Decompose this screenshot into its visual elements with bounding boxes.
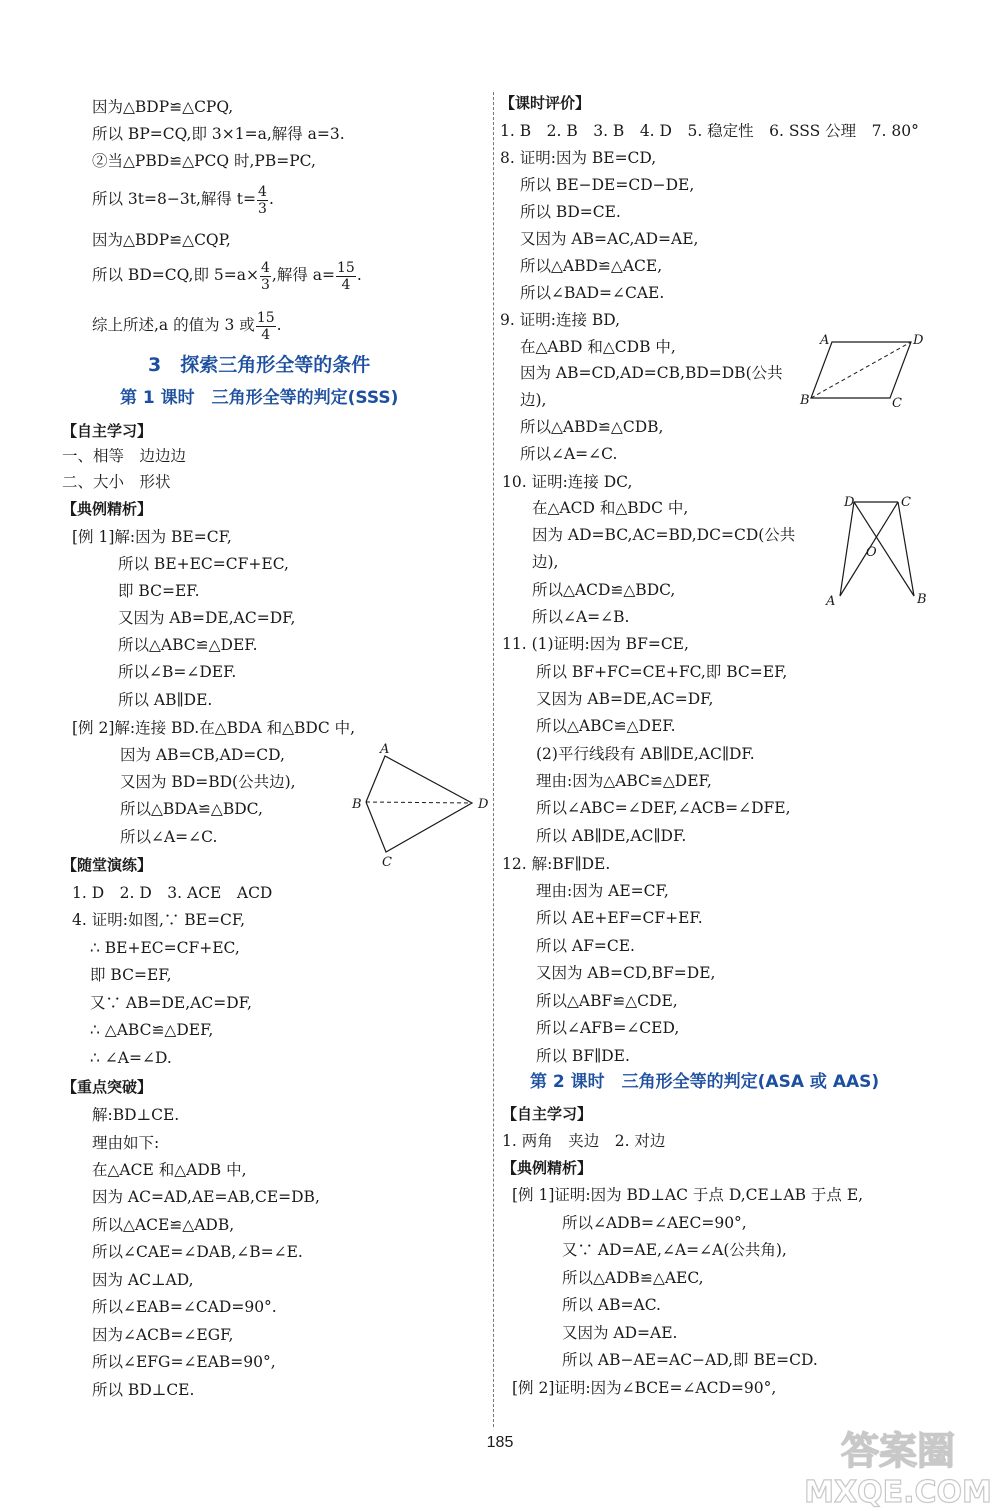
text-line: 又∵ AB=DE,AC=DF, [90,994,252,1012]
text-line: 边), [520,391,547,409]
text-line: 1. 两角 夹边 2. 对边 [502,1132,666,1150]
text-line: 1. B 2. B 3. B 4. D 5. 稳定性 6. SSS 公理 7. 80° [500,122,919,140]
text-line: 所以 BE−DE=CD−DE, [520,176,695,194]
text-line: 12. 解:BF∥DE. [502,855,611,873]
text-line: 所以 BF+FC=CE+FC,即 BC=EF, [536,663,788,681]
text-line: 所以△ADB≌△AEC, [562,1269,704,1287]
text-line: 所以 AB∥DE,AC∥DF. [536,827,687,845]
text-line: ∴ △ABC≌△DEF, [90,1021,214,1039]
text-line: 所以△ABC≌△DEF. [118,636,258,654]
text-line: 又因为 BD=BD(公共边), [120,773,296,791]
text-line: 所以△ABF≌△CDE, [536,992,678,1010]
text-line: 所以∠ADB=∠AEC=90°, [562,1214,747,1232]
text-line: 又因为 AB=DE,AC=DF, [536,690,714,708]
crossed-triangles-figure [818,490,938,612]
cross-label-c: C [901,495,911,510]
text-line: 8. 证明:因为 BE=CD, [500,149,657,167]
text-line: 在△ABD 和△CDB 中, [520,338,676,356]
text-line: 11. (1)证明:因为 BF=CE, [502,635,689,653]
text-line: 边), [532,553,559,571]
fraction-line-2: 所以 BD=CQ,即 5=a× $\frac{4}{3}$ ,解得 a= $\frac{15}{4}$ . [92,259,362,293]
text-line: 10. 证明:连接 DC, [502,473,633,491]
text-line: 在△ACD 和△BDC 中, [532,499,689,517]
heading-zizhu: 【自主学习】 [62,422,153,440]
text-line: 所以∠A=∠C. [520,445,618,463]
text-line: ②当△PBD≌△PCQ 时,PB=PC, [92,152,316,170]
kite-label-c: C [382,855,392,870]
watermark-logo [800,1418,996,1508]
text-line: 所以∠EAB=∠CAD=90°. [92,1298,277,1316]
text-line: 因为 AB=CB,AD=CD, [120,746,285,764]
text-line: 解:BD⊥CE. [92,1106,180,1124]
text-line: 所以 BD⊥CE. [92,1381,195,1399]
text-line: 又因为 AD=AE. [562,1324,678,1342]
para-label-c: C [892,396,902,411]
text-line: ∴ BE+EC=CF+EC, [90,939,240,957]
text-line: 因为 AC⊥AD, [92,1271,194,1289]
text-line: [例 1]证明:因为 BD⊥AC 于点 D,CE⊥AB 于点 E, [512,1186,864,1204]
cross-label-b: B [917,592,927,607]
text-line: 又因为 AB=AC,AD=AE, [520,230,699,248]
text-line: 即 BC=EF. [118,582,200,600]
text-line: 一、相等 边边边 [62,447,187,465]
text-line: 因为 AD=BC,AC=BD,DC=CD(公共 [532,526,796,544]
text-line: 所以∠A=∠B. [532,608,630,626]
text-line: 所以∠AFB=∠CED, [536,1019,680,1037]
cross-label-a: A [826,594,836,609]
fraction-line-1: 所以 3t=8−3t,解得 t= $\frac{4}{3}$ . [92,183,274,217]
text-line: 所以 AB=AC. [562,1296,661,1314]
text-line: [例 2]解:连接 BD.在△BDA 和△BDC 中, [72,719,356,737]
heading-keshi: 【课时评价】 [500,94,591,112]
text-line: 所以 AB∥DE. [118,691,213,709]
text-line: 理由:因为△ABC≌△DEF, [536,772,712,790]
text-line: 所以∠BAD=∠CAE. [520,284,665,302]
fraction-line-3: 综上所述,a 的值为 3 或 $\frac{15}{4}$ . [92,309,282,343]
text-line: 因为∠ACB=∠EGF, [92,1326,234,1344]
text-line: 所以∠ABC=∠DEF,∠ACB=∠DFE, [536,799,791,817]
text-line: 又因为 AB=DE,AC=DF, [118,609,296,627]
text-line: 所以 AF=CE. [536,937,635,955]
text-line: 所以△ABC≌△DEF. [536,717,676,735]
heading-dianli: 【典例精析】 [62,500,153,518]
text-line: 因为△BDP≌△CQP, [92,231,231,249]
para-label-d: D [913,333,924,348]
text-line: 即 BC=EF, [90,966,172,984]
lesson1-title: 第 1 课时 三角形全等的判定(SSS) [120,388,399,408]
text-line: 所以△ACE≌△ADB, [92,1216,235,1234]
text-line: 所以∠A=∠C. [120,828,218,846]
parallelogram-figure [798,332,928,412]
text-line: 所以△ABD≌△ACE, [520,257,663,275]
text-line: 9. 证明:连接 BD, [500,311,621,329]
cross-label-d: D [844,495,855,510]
text-line: (2)平行线段有 AB∥DE,AC∥DF. [536,745,755,763]
heading-suitang: 【随堂演练】 [62,856,153,874]
text-line: 所以△BDA≌△BDC, [120,800,263,818]
text-line: 所以∠EFG=∠EAB=90°, [92,1353,276,1371]
kite-label-b: B [352,797,362,812]
text-line: 所以△ACD≌△BDC, [532,581,676,599]
section-title: 3 探索三角形全等的条件 [148,354,371,376]
text-line: 所以∠B=∠DEF. [118,663,237,681]
text-line: 1. D 2. D 3. ACE ACD [72,884,273,902]
text-line: 理由如下: [92,1134,160,1152]
kite-figure [348,740,498,870]
kite-label-a: A [380,742,390,757]
svg-text:MXQE.COM: MXQE.COM [804,1475,992,1508]
svg-text:答案圈: 答案圈 [840,1429,956,1473]
para-label-b: B [800,393,810,408]
text-line: 因为 AC=AD,AE=AB,CE=DB, [92,1188,320,1206]
text-line: 所以 BP=CQ,即 3×1=a,解得 a=3. [92,125,345,143]
kite-label-d: D [478,797,489,812]
page-number: 185 [486,1434,514,1451]
text-line: 所以 BF∥DE. [536,1047,630,1065]
text-line: 所以 AB−AE=AC−AD,即 BE=CD. [562,1351,818,1369]
text-line: 所以 BE+EC=CF+EC, [118,555,289,573]
text-line: [例 2]证明:因为∠BCE=∠ACD=90°, [512,1379,777,1397]
lesson2-title: 第 2 课时 三角形全等的判定(ASA 或 AAS) [530,1072,880,1092]
text-line: 4. 证明:如图,∵ BE=CF, [72,911,246,929]
text-line: 因为 AB=CD,AD=CB,BD=DB(公共 [520,364,783,382]
text-line: 理由:因为 AE=CF, [536,882,669,900]
text-line: 所以∠CAE=∠DAB,∠B=∠E. [92,1243,303,1261]
text-line: [例 1]解:因为 BE=CF, [72,528,232,546]
text-line: ∴ ∠A=∠D. [90,1049,172,1067]
text-line: 又因为 AB=CD,BF=DE, [536,964,716,982]
para-label-a: A [820,333,830,348]
text-line: 所以 AE+EF=CF+EF. [536,909,703,927]
cross-label-o: O [866,545,877,560]
heading-zhongdian: 【重点突破】 [62,1078,153,1096]
text-line: 二、大小 形状 [62,473,171,491]
text-line: 在△ACE 和△ADB 中, [92,1161,247,1179]
text-line: 所以 BD=CE. [520,203,621,221]
text-line: 所以△ABD≌△CDB, [520,418,664,436]
heading-dianli-2: 【典例精析】 [502,1159,593,1177]
text-line: 又∵ AD=AE,∠A=∠A(公共角), [562,1241,787,1259]
heading-zizhu-2: 【自主学习】 [502,1105,593,1123]
text-line: 因为△BDP≌△CPQ, [92,98,234,116]
column-divider [493,92,495,1427]
